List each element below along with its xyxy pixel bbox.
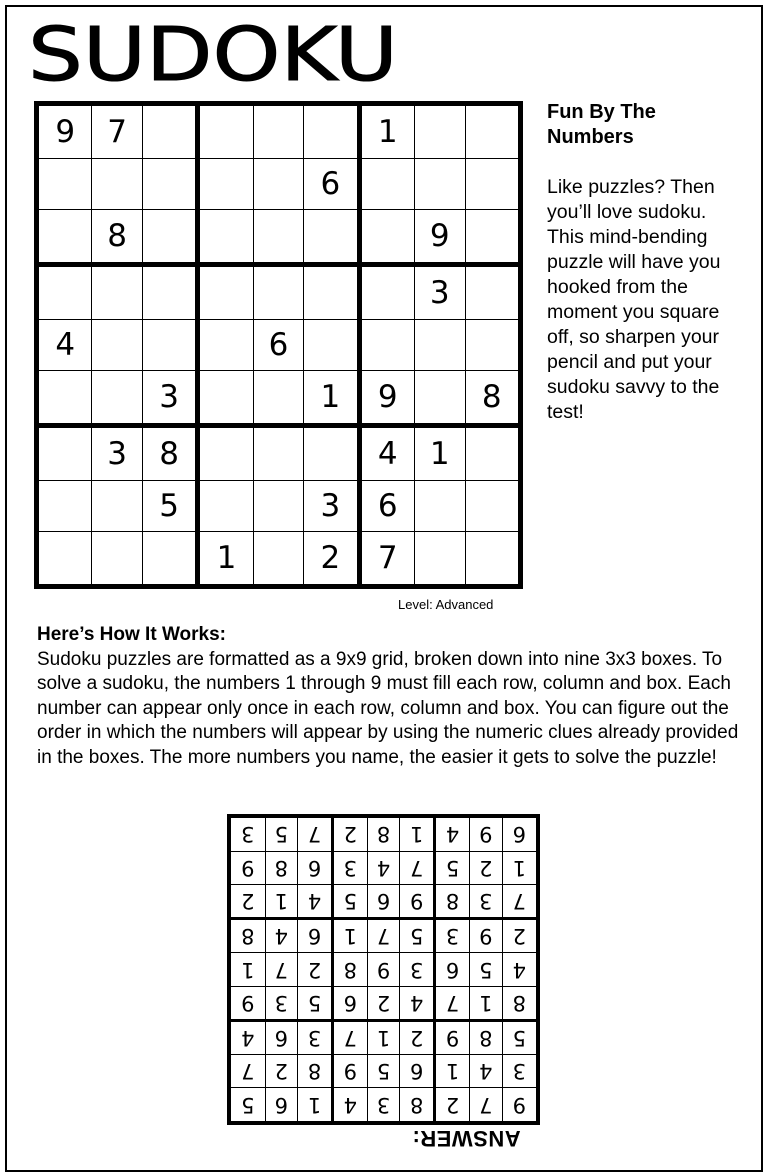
puzzle-cell	[92, 480, 143, 532]
answer-cell: 6	[298, 919, 333, 953]
page-title	[28, 12, 428, 98]
answer-cell: 3	[502, 1055, 538, 1088]
puzzle-row	[37, 371, 521, 426]
puzzle-cell: 1	[304, 371, 359, 426]
puzzle-cell	[414, 158, 465, 210]
puzzle-cell: 1	[414, 425, 465, 480]
answer-cell: 6	[400, 1055, 435, 1088]
puzzle-cell: 3	[304, 480, 359, 532]
puzzle-cell	[253, 371, 304, 426]
puzzle-cell	[414, 104, 465, 159]
puzzle-cell: 3	[414, 264, 465, 319]
puzzle-cell: 6	[359, 480, 414, 532]
sidebar	[547, 100, 747, 425]
puzzle-cell	[198, 425, 253, 480]
answer-cell: 8	[469, 1020, 502, 1054]
difficulty-level: Level: Advanced	[398, 597, 494, 612]
puzzle-cell	[92, 158, 143, 210]
answer-cell: 3	[265, 986, 298, 1020]
answer-cell: 9	[469, 919, 502, 953]
answer-cell: 9	[332, 1055, 367, 1088]
puzzle-cell	[198, 104, 253, 159]
puzzle-cell	[198, 319, 253, 371]
answer-cell: 6	[298, 851, 333, 884]
answer-cell: 4	[435, 816, 470, 851]
puzzle-cell	[37, 210, 92, 265]
answer-row	[229, 851, 538, 884]
how-it-works-body: Sudoku puzzles are formatted as a 9x9 grid, broken down into nine 3x3 boxes. To solve a sudoku, the numbers 1 through 9 must fill each row, column and box. Each number can appear only once in each row, column and box. You can figure out the order in which the numbers will appear by using the numeric clues already provided in the boxes. The more numbers you name, the easier it gets to solve the puzzle!	[37, 648, 739, 768]
answer-cell: 5	[400, 919, 435, 953]
answer-row	[229, 986, 538, 1020]
answer-cell: 3	[469, 884, 502, 918]
answer-cell: 4	[367, 851, 400, 884]
answer-row	[229, 1020, 538, 1054]
puzzle-cell	[92, 371, 143, 426]
answer-cell: 1	[502, 851, 538, 884]
answer-cell: 4	[332, 1088, 367, 1123]
puzzle-cell: 5	[142, 480, 197, 532]
puzzle-cell	[142, 319, 197, 371]
answer-cell: 4	[229, 1020, 265, 1054]
puzzle-cell	[142, 264, 197, 319]
puzzle-cell	[253, 210, 304, 265]
answer-cell: 6	[332, 986, 367, 1020]
answer-cell: 7	[367, 919, 400, 953]
answer-cell: 8	[332, 953, 367, 986]
puzzle-cell	[465, 480, 521, 532]
puzzle-row	[37, 104, 521, 159]
answer-cell: 9	[469, 816, 502, 851]
puzzle-cell: 4	[37, 319, 92, 371]
sidebar-body: Like puzzles? Then you’ll love sudoku. This mind-bending puzzle will have you hooked from the moment you square off, so sharpen your pencil and put your sudoku savvy to the test!	[547, 176, 721, 423]
puzzle-cell	[142, 104, 197, 159]
answer-cell: 9	[435, 1020, 470, 1054]
puzzle-cell	[359, 319, 414, 371]
answer-cell: 3	[229, 816, 265, 851]
puzzle-cell	[253, 425, 304, 480]
puzzle-row	[37, 264, 521, 319]
puzzle-cell: 8	[92, 210, 143, 265]
puzzle-cell: 8	[142, 425, 197, 480]
answer-cell: 5	[502, 1020, 538, 1054]
answer-cell: 5	[469, 953, 502, 986]
puzzle-cell	[92, 264, 143, 319]
answer-cell: 7	[469, 1088, 502, 1123]
answer-grid	[227, 814, 540, 1125]
answer-cell: 8	[367, 816, 400, 851]
puzzle-cell	[304, 210, 359, 265]
puzzle-cell: 1	[359, 104, 414, 159]
puzzle-cell	[253, 532, 304, 587]
answer-cell: 1	[435, 1055, 470, 1088]
puzzle-cell: 4	[359, 425, 414, 480]
puzzle-cell	[198, 480, 253, 532]
answer-cell: 4	[265, 919, 298, 953]
answer-cell: 2	[367, 986, 400, 1020]
puzzle-row	[37, 425, 521, 480]
answer-cell: 6	[502, 816, 538, 851]
answer-cell: 2	[469, 851, 502, 884]
answer-cell: 2	[229, 884, 265, 918]
puzzle-cell	[465, 158, 521, 210]
answer-cell: 2	[502, 919, 538, 953]
puzzle-cell: 7	[359, 532, 414, 587]
answer-cell: 5	[298, 986, 333, 1020]
puzzle-cell: 9	[37, 104, 92, 159]
puzzle-cell: 9	[359, 371, 414, 426]
answer-cell: 3	[400, 953, 435, 986]
how-it-works-heading: Here’s How It Works:	[37, 624, 226, 645]
puzzle-cell	[198, 371, 253, 426]
puzzle-cell	[92, 532, 143, 587]
answer-cell: 2	[265, 1055, 298, 1088]
puzzle-cell	[304, 264, 359, 319]
answer-cell: 3	[435, 919, 470, 953]
answer-cell: 6	[435, 953, 470, 986]
title-logo	[28, 12, 428, 98]
puzzle-cell	[414, 319, 465, 371]
answer-cell: 8	[265, 851, 298, 884]
answer-cell: 1	[298, 1088, 333, 1123]
answer-cell: 9	[229, 851, 265, 884]
answer-cell: 7	[400, 851, 435, 884]
puzzle-cell	[142, 210, 197, 265]
answer-cell: 1	[469, 986, 502, 1020]
puzzle-cell	[37, 158, 92, 210]
puzzle-cell	[198, 158, 253, 210]
answer-cell: 7	[502, 884, 538, 918]
puzzle-cell: 3	[92, 425, 143, 480]
answer-cell: 5	[367, 1055, 400, 1088]
answer-cell: 5	[435, 851, 470, 884]
answer-cell: 4	[502, 953, 538, 986]
puzzle-row	[37, 532, 521, 587]
puzzle-cell	[304, 104, 359, 159]
answer-cell: 1	[367, 1020, 400, 1054]
answer-cell: 2	[298, 953, 333, 986]
answer-cell: 9	[502, 1088, 538, 1123]
puzzle-cell	[465, 425, 521, 480]
puzzle-cell	[198, 264, 253, 319]
answer-row	[229, 953, 538, 986]
puzzle-cell	[304, 319, 359, 371]
puzzle-cell	[465, 319, 521, 371]
puzzle-cell	[198, 210, 253, 265]
puzzle-cell: 8	[465, 371, 521, 426]
answer-cell: 6	[367, 884, 400, 918]
puzzle-cell	[253, 158, 304, 210]
answer-cell: 1	[265, 884, 298, 918]
puzzle-cell: 9	[414, 210, 465, 265]
puzzle-cell	[359, 264, 414, 319]
answer-cell: 8	[502, 986, 538, 1020]
puzzle-cell	[142, 532, 197, 587]
answer-cell: 2	[332, 816, 367, 851]
puzzle-cell	[142, 158, 197, 210]
puzzle-cell: 3	[142, 371, 197, 426]
answer-cell: 8	[400, 1088, 435, 1123]
answer-cell: 6	[265, 1088, 298, 1123]
answer-cell: 7	[298, 816, 333, 851]
puzzle-cell	[253, 480, 304, 532]
svg-text:SUDOKU: SUDOKU	[28, 12, 398, 98]
answer-row	[229, 1055, 538, 1088]
answer-cell: 7	[332, 1020, 367, 1054]
puzzle-cell	[414, 532, 465, 587]
puzzle-cell	[37, 425, 92, 480]
puzzle-cell	[465, 532, 521, 587]
answer-cell: 4	[298, 884, 333, 918]
answer-cell: 8	[298, 1055, 333, 1088]
answer-cell: 9	[229, 986, 265, 1020]
puzzle-cell	[304, 425, 359, 480]
puzzle-cell	[359, 210, 414, 265]
puzzle-cell	[465, 104, 521, 159]
answer-cell: 1	[229, 953, 265, 986]
puzzle-cell: 7	[92, 104, 143, 159]
sudoku-puzzle-grid	[34, 101, 523, 589]
puzzle-cell: 1	[198, 532, 253, 587]
puzzle-cell	[253, 264, 304, 319]
answer-cell: 5	[265, 816, 298, 851]
puzzle-row	[37, 480, 521, 532]
answer-cell: 1	[400, 816, 435, 851]
puzzle-cell	[359, 158, 414, 210]
answer-cell: 9	[400, 884, 435, 918]
answer-row	[229, 884, 538, 918]
answer-cell: 4	[400, 986, 435, 1020]
answer-cell: 5	[229, 1088, 265, 1123]
puzzle-cell	[92, 319, 143, 371]
puzzle-cell	[37, 532, 92, 587]
puzzle-cell	[414, 480, 465, 532]
answer-cell: 8	[229, 919, 265, 953]
answer-row	[229, 1088, 538, 1123]
puzzle-cell: 6	[304, 158, 359, 210]
answer-cell: 3	[332, 851, 367, 884]
answer-cell: 4	[469, 1055, 502, 1088]
answer-cell: 1	[332, 919, 367, 953]
how-it-works	[37, 623, 752, 770]
answer-cell: 2	[435, 1088, 470, 1123]
puzzle-cell	[414, 371, 465, 426]
puzzle-row	[37, 319, 521, 371]
answer-cell: 7	[229, 1055, 265, 1088]
puzzle-row	[37, 210, 521, 265]
puzzle-cell	[37, 371, 92, 426]
answer-cell: 3	[367, 1088, 400, 1123]
puzzle-cell: 6	[253, 319, 304, 371]
puzzle-cell	[37, 264, 92, 319]
puzzle-cell: 2	[304, 532, 359, 587]
answer-cell: 7	[265, 953, 298, 986]
answer-cell: 3	[298, 1020, 333, 1054]
answer-cell: 6	[265, 1020, 298, 1054]
puzzle-cell	[465, 264, 521, 319]
puzzle-cell	[37, 480, 92, 532]
puzzle-cell	[465, 210, 521, 265]
answer-label: ANSWER:	[412, 1126, 521, 1151]
sidebar-heading: Fun By The Numbers	[547, 101, 656, 148]
answer-row	[229, 919, 538, 953]
answer-cell: 7	[435, 986, 470, 1020]
puzzle-cell	[253, 104, 304, 159]
answer-cell: 2	[400, 1020, 435, 1054]
answer-cell: 8	[435, 884, 470, 918]
answer-cell: 9	[367, 953, 400, 986]
answer-cell: 5	[332, 884, 367, 918]
puzzle-row	[37, 158, 521, 210]
answer-row	[229, 816, 538, 851]
